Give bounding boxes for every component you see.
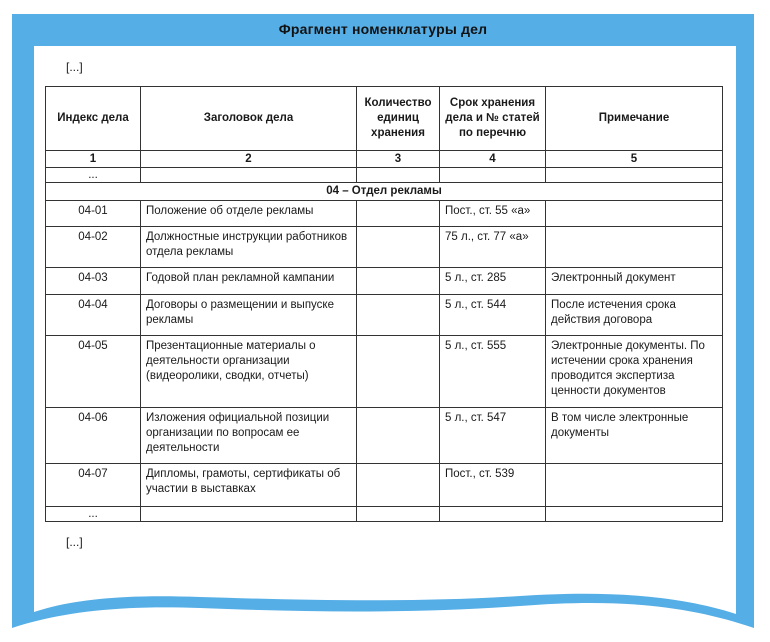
column-number: 3 bbox=[357, 151, 440, 168]
ellipsis-cell: ... bbox=[46, 507, 141, 522]
case-title: Годовой план рекламной кампании bbox=[141, 268, 357, 295]
page-title: Фрагмент номенклатуры дел bbox=[278, 21, 488, 37]
case-title: Должностные инструкции работников отдела рекламы bbox=[141, 227, 357, 268]
case-count bbox=[357, 227, 440, 268]
case-count bbox=[357, 336, 440, 408]
case-note: В том числе электронные документы bbox=[546, 408, 723, 464]
case-note bbox=[546, 464, 723, 507]
case-index: 04-05 bbox=[46, 336, 141, 408]
case-term: 5 л., ст. 547 bbox=[440, 408, 546, 464]
case-index: 04-01 bbox=[46, 201, 141, 227]
table-row bbox=[46, 464, 723, 507]
case-count bbox=[357, 464, 440, 507]
ellipsis-row bbox=[46, 168, 723, 183]
table-header-row bbox=[46, 87, 723, 151]
column-header: Примечание bbox=[546, 87, 723, 151]
case-title: Презентационные материалы о деятельности организации (видеоролики, сводки, отчеты) bbox=[141, 336, 357, 408]
case-count bbox=[357, 408, 440, 464]
case-index: 04-07 bbox=[46, 464, 141, 507]
case-index: 04-03 bbox=[46, 268, 141, 295]
title-bar bbox=[12, 14, 754, 44]
column-number: 1 bbox=[46, 151, 141, 168]
case-index: 04-06 bbox=[46, 408, 141, 464]
case-term: Пост., ст. 539 bbox=[440, 464, 546, 507]
ellipsis-bottom: [...] bbox=[66, 535, 83, 549]
table-row bbox=[46, 227, 723, 268]
case-term: 75 л., ст. 77 «а» bbox=[440, 227, 546, 268]
ellipsis-top: [...] bbox=[66, 60, 83, 74]
case-title: Дипломы, грамоты, сертификаты об участии в выставках bbox=[141, 464, 357, 507]
case-term: Пост., ст. 55 «а» bbox=[440, 201, 546, 227]
case-note bbox=[546, 201, 723, 227]
case-count bbox=[357, 201, 440, 227]
case-index: 04-02 bbox=[46, 227, 141, 268]
case-index: 04-04 bbox=[46, 295, 141, 336]
table-row bbox=[46, 408, 723, 464]
column-header: Срок хранения дела и № статей по перечню bbox=[440, 87, 546, 151]
case-title: Договоры о размещении и выпуске рекламы bbox=[141, 295, 357, 336]
column-header: Количество единиц хранения bbox=[357, 87, 440, 151]
column-number: 2 bbox=[141, 151, 357, 168]
case-count bbox=[357, 268, 440, 295]
case-term: 5 л., ст. 544 bbox=[440, 295, 546, 336]
case-note: После истечения срока действия договора bbox=[546, 295, 723, 336]
case-term: 5 л., ст. 285 bbox=[440, 268, 546, 295]
column-number-row bbox=[46, 151, 723, 168]
table-row bbox=[46, 201, 723, 227]
case-title: Положение об отделе рекламы bbox=[141, 201, 357, 227]
table-row bbox=[46, 295, 723, 336]
ellipsis-cell: ... bbox=[46, 168, 141, 183]
nomenclature-table bbox=[45, 86, 723, 522]
table-row bbox=[46, 268, 723, 295]
case-note: Электронный документ bbox=[546, 268, 723, 295]
case-count bbox=[357, 295, 440, 336]
ellipsis-row bbox=[46, 507, 723, 522]
case-title: Изложения официальной позиции организации по вопросам ее деятельности bbox=[141, 408, 357, 464]
case-note bbox=[546, 227, 723, 268]
column-header: Индекс дела bbox=[46, 87, 141, 151]
case-note: Электронные документы. По истечении срока хранения проводится экспертиза ценности документов bbox=[546, 336, 723, 408]
column-header: Заголовок дела bbox=[141, 87, 357, 151]
section-row bbox=[46, 183, 723, 201]
column-number: 4 bbox=[440, 151, 546, 168]
section-title: 04 – Отдел рекламы bbox=[46, 183, 723, 201]
case-term: 5 л., ст. 555 bbox=[440, 336, 546, 408]
column-number: 5 bbox=[546, 151, 723, 168]
table-row bbox=[46, 336, 723, 408]
